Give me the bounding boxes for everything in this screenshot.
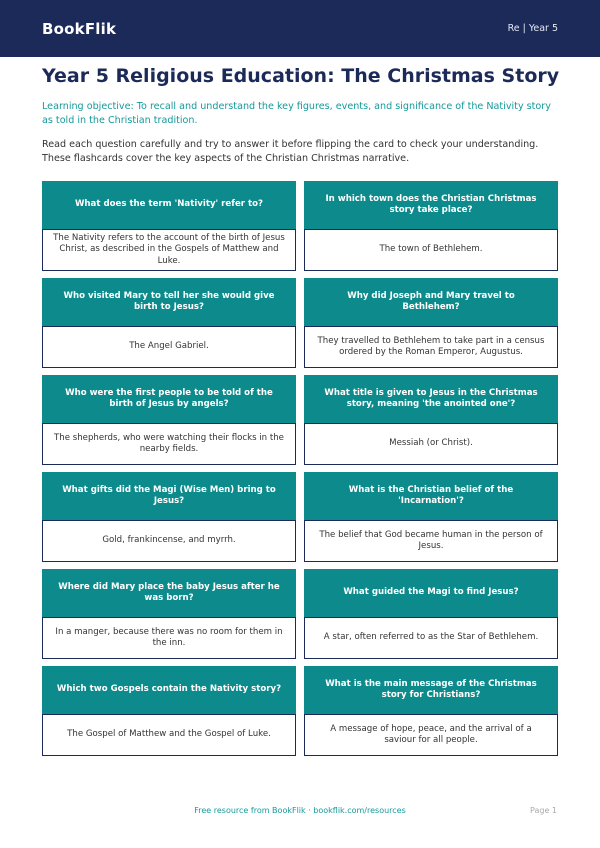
flashcard-question[interactable]: What title is given to Jesus in the Christmas story, meaning 'the anointed one'? bbox=[304, 375, 558, 423]
footer-credit-link[interactable]: Free resource from BookFlik · bookflik.com/resources bbox=[194, 806, 406, 815]
flashcard-answer: The Gospel of Matthew and the Gospel of Luke. bbox=[42, 714, 296, 756]
flashcard-answer: Messiah (or Christ). bbox=[304, 423, 558, 465]
page-footer bbox=[0, 806, 600, 820]
flashcard-question[interactable]: What does the term 'Nativity' refer to? bbox=[42, 181, 296, 229]
page-title: Year 5 Religious Education: The Christmas Story bbox=[42, 65, 560, 87]
flashcard[interactable] bbox=[42, 375, 296, 465]
flashcard-answer: A star, often referred to as the Star of Bethlehem. bbox=[304, 617, 558, 659]
flashcard-answer: The belief that God became human in the person of Jesus. bbox=[304, 520, 558, 562]
flashcard[interactable] bbox=[42, 666, 296, 756]
flashcard[interactable] bbox=[304, 569, 558, 659]
flashcard[interactable] bbox=[42, 472, 296, 562]
flashcard[interactable] bbox=[304, 278, 558, 368]
flashcard[interactable] bbox=[304, 666, 558, 756]
header-meta: Re | Year 5 bbox=[507, 23, 558, 34]
flashcard-grid bbox=[42, 181, 558, 756]
flashcard-question[interactable]: Who were the first people to be told of the birth of Jesus by angels? bbox=[42, 375, 296, 423]
flashcard[interactable] bbox=[42, 181, 296, 271]
flashcard-question[interactable]: What is the main message of the Christmas story for Christians? bbox=[304, 666, 558, 714]
flashcard-question[interactable]: What gifts did the Magi (Wise Men) bring to Jesus? bbox=[42, 472, 296, 520]
flashcard-question[interactable]: In which town does the Christian Christmas story take place? bbox=[304, 181, 558, 229]
flashcard[interactable] bbox=[42, 569, 296, 659]
intro-text: Read each question carefully and try to answer it before flipping the card to check your understanding. These flashcards cover the key aspects of the Christian Christmas narrative. bbox=[42, 139, 539, 164]
flashcard-answer: In a manger, because there was no room for them in the inn. bbox=[42, 617, 296, 659]
flashcard-answer: The shepherds, who were watching their flocks in the nearby fields. bbox=[42, 423, 296, 465]
flashcard[interactable] bbox=[304, 375, 558, 465]
flashcard-answer: A message of hope, peace, and the arrival of a saviour for all people. bbox=[304, 714, 558, 756]
flashcard[interactable] bbox=[42, 278, 296, 368]
flashcard-answer: Gold, frankincense, and myrrh. bbox=[42, 520, 296, 562]
flashcard-question[interactable]: Which two Gospels contain the Nativity story? bbox=[42, 666, 296, 714]
flashcard[interactable] bbox=[304, 181, 558, 271]
flashcard-question[interactable]: Who visited Mary to tell her she would give birth to Jesus? bbox=[42, 278, 296, 326]
flashcard-question[interactable]: What guided the Magi to find Jesus? bbox=[304, 569, 558, 617]
learning-objective: Learning objective: To recall and understand the key figures, events, and significance of the Nativity story as told in the Christian tradition. bbox=[42, 101, 551, 126]
flashcard-answer: The town of Bethlehem. bbox=[304, 229, 558, 271]
flashcard[interactable] bbox=[304, 472, 558, 562]
brand-logo[interactable]: BookFlik bbox=[42, 19, 117, 38]
flashcard-question[interactable]: Where did Mary place the baby Jesus after he was born? bbox=[42, 569, 296, 617]
page-number: Page 1 bbox=[530, 806, 557, 815]
flashcard-answer: The Nativity refers to the account of the birth of Jesus Christ, as described in the Gospels of Matthew and Luke. bbox=[42, 229, 296, 271]
flashcard-question[interactable]: What is the Christian belief of the 'Incarnation'? bbox=[304, 472, 558, 520]
flashcard-answer: They travelled to Bethlehem to take part in a census ordered by the Roman Emperor, Augustus. bbox=[304, 326, 558, 368]
flashcard-answer: The Angel Gabriel. bbox=[42, 326, 296, 368]
page-header bbox=[0, 0, 600, 57]
flashcard-question[interactable]: Why did Joseph and Mary travel to Bethlehem? bbox=[304, 278, 558, 326]
